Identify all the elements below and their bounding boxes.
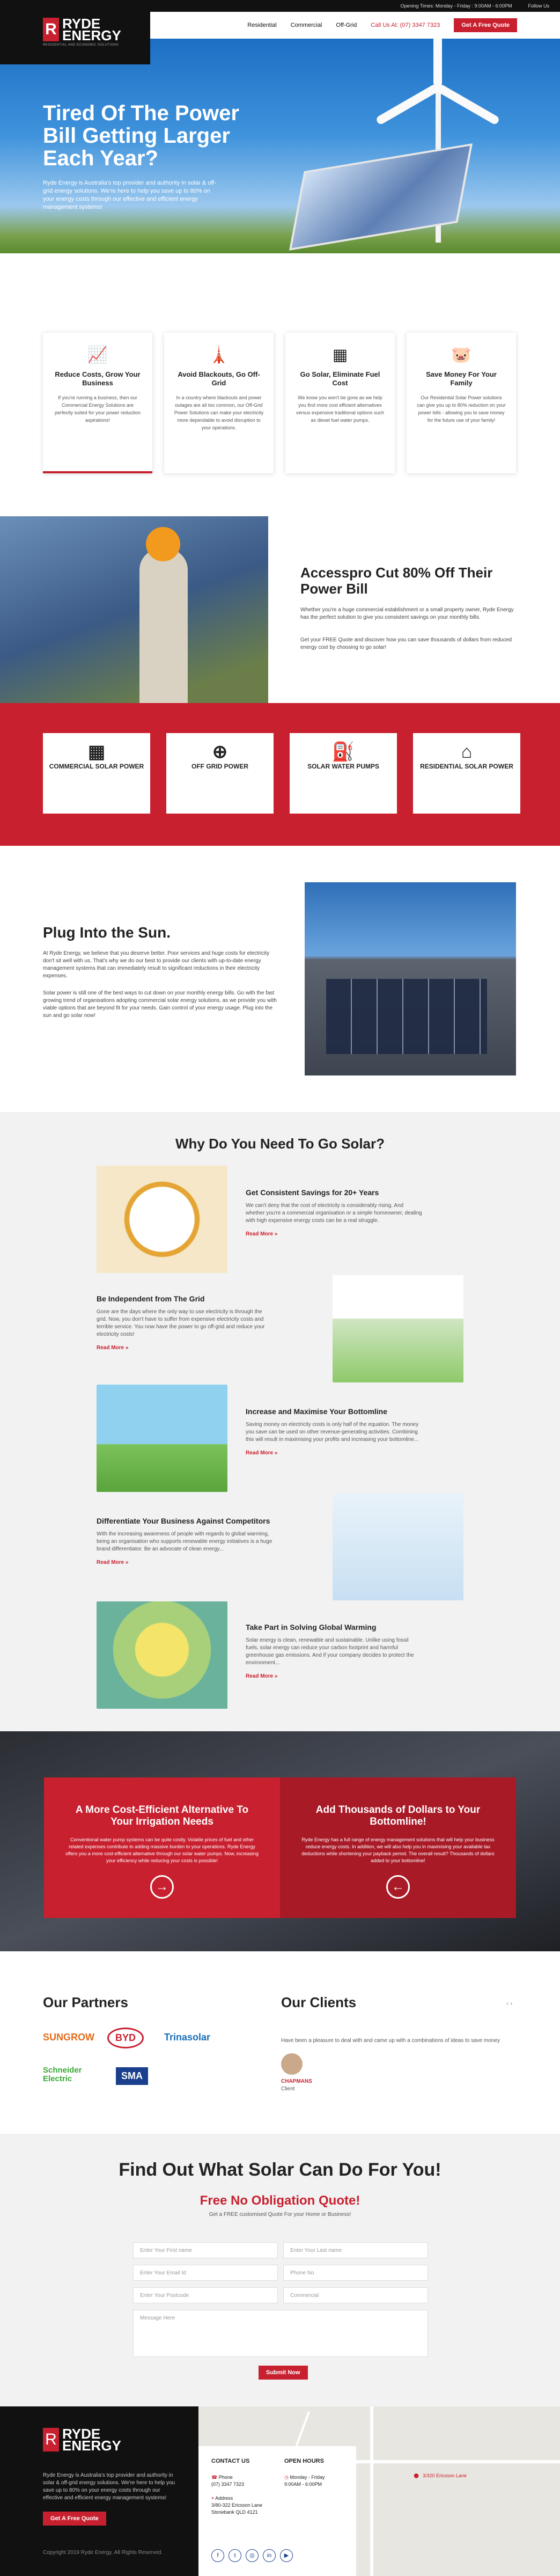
- client-name: CHAPMANS: [281, 2079, 312, 2084]
- off-grid-icon: ⊕: [212, 742, 228, 762]
- feature-text: If you're running a business, then our Commercial Energy Solutions are perfectly suited for your power reduction aspirations!: [54, 395, 141, 423]
- phone-label: Phone: [218, 2475, 233, 2480]
- linkedin-icon[interactable]: in: [263, 2549, 276, 2562]
- quote-subtitle: Free No Obligation Quote!: [200, 2193, 360, 2208]
- commercial-solar-icon: ▦: [87, 742, 106, 762]
- solar-grid-illustration: [333, 1275, 463, 1382]
- contact-title: CONTACT US: [211, 2458, 250, 2464]
- follow-us[interactable]: Follow Us: [528, 3, 549, 9]
- location-icon: ⌖: [211, 2496, 215, 2501]
- plug-text: Solar power is still one of the best ways to cut down on your monthly energy bills. Go with the fast growing trend of organisations adopting commercial solar energy solutions, as we provide you with viable options that are beyond fit for your needs. Gain control of your energy usage. Plug into the sun and go solar now!: [43, 990, 277, 1019]
- phone-value[interactable]: (07) 3347 7323: [211, 2482, 245, 2487]
- why-item: [97, 1385, 472, 1492]
- nav-residential[interactable]: Residential: [247, 22, 277, 28]
- twitter-icon[interactable]: t: [229, 2549, 241, 2562]
- accesspro-section: [0, 516, 560, 703]
- testimonial-text: Have been a pleasure to deal with and came up with a combinations of ideas to save money: [281, 2038, 500, 2044]
- arrow-right-icon[interactable]: →: [150, 1875, 174, 1899]
- type-select[interactable]: Commercial: [283, 2287, 428, 2303]
- logo-name: RYDE ENERGY: [62, 16, 121, 43]
- avatar: [281, 2053, 303, 2075]
- message-field[interactable]: Message Here: [133, 2310, 428, 2357]
- map-pin-icon[interactable]: ●: [413, 2470, 420, 2482]
- feature-text: In a country where blackouts and power outages are all too common, our Off-Grid Power Solutions can make your electricity more dependable to avoid disruption to your operations.: [174, 395, 264, 430]
- map-pin-label: 3/320 Ericsson Lane: [423, 2473, 467, 2478]
- why-title: Why Do You Need To Go Solar?: [175, 1136, 385, 1152]
- card-title: A More Cost-Efficient Alternative To Your Irrigation Needs: [75, 1804, 249, 1827]
- feature-title: Avoid Blackouts, Go Off-Grid: [178, 370, 260, 387]
- why-item: [97, 1493, 472, 1600]
- testimonial: [281, 2037, 517, 2093]
- logo-mark: R: [43, 2428, 59, 2451]
- logo[interactable]: [0, 0, 150, 64]
- quote-sub: Get a FREE customised Quote For your Home or Business!: [209, 2212, 351, 2218]
- footer-logo[interactable]: [43, 2426, 137, 2454]
- solar-panel-icon: ▦: [332, 346, 348, 364]
- feature-card[interactable]: [43, 333, 152, 473]
- why-item-text: Saving money on electricity costs is only half of the equation. The money you save can be used on other revenue-generating activities. Combining this will result in maximising your profits and increasing your bottomline...: [246, 1422, 419, 1443]
- card-title: Add Thousands of Dollars to Your Bottomline!: [315, 1804, 481, 1827]
- partner-logo-byd: BYD: [107, 2028, 144, 2048]
- hero: [0, 39, 560, 253]
- arrow-left-icon[interactable]: ←: [386, 1875, 410, 1899]
- last-name-field[interactable]: Enter Your Last name: [283, 2242, 428, 2258]
- partners-title: Our Partners: [43, 1994, 128, 2010]
- power-lines-icon: 🗼: [209, 346, 229, 364]
- why-item: [97, 1601, 472, 1709]
- service-residential-solar[interactable]: [413, 733, 520, 814]
- accesspro-title: Accesspro Cut 80% Off Their Power Bill: [300, 565, 493, 597]
- clock-icon: ◷: [284, 2475, 289, 2480]
- hours-time: 9:00AM - 6:00PM: [284, 2482, 322, 2487]
- feature-card[interactable]: [285, 333, 395, 473]
- service-label: RESIDENTIAL SOLAR POWER: [420, 763, 513, 770]
- services-band: [0, 703, 560, 846]
- submit-button[interactable]: Submit Now: [259, 2366, 308, 2380]
- free-quote-button[interactable]: Get A Free Quote: [454, 18, 517, 32]
- contact-box: [198, 2446, 356, 2576]
- feature-cards: [43, 333, 517, 473]
- bottomline-card: [280, 1777, 516, 1918]
- why-item-title: Differentiate Your Business Against Competitors: [97, 1517, 270, 1525]
- email-field[interactable]: Enter Your Email Id: [133, 2265, 278, 2281]
- plug-section: [0, 846, 560, 1112]
- copyright: Copyright 2019 Ryde Energy. All Rights Reserved.: [43, 2550, 163, 2556]
- first-name-field[interactable]: Enter Your First name: [133, 2242, 278, 2258]
- phone-field[interactable]: Phone No: [283, 2265, 428, 2281]
- card-text: Ryde Energy has a full range of energy management solutions that will help your business reduce energy costs. In addition, we will also help you in maximising your available tax deductions while shortening your payback period. The overall result? Thousands of dollars added to your bottomline!: [301, 1837, 495, 1863]
- quote-title: Find Out What Solar Can Do For You!: [119, 2160, 441, 2180]
- partner-logo-sungrow: SUNGROW: [43, 2032, 94, 2043]
- why-solar-section: [0, 1112, 560, 1731]
- feature-card[interactable]: [164, 333, 274, 473]
- hero-title: Tired Of The Power Bill Getting Larger Each Year?: [43, 101, 239, 170]
- why-item-title: Be Independent from The Grid: [97, 1294, 205, 1303]
- benefits-band: [0, 1731, 560, 1951]
- why-item-title: Increase and Maximise Your Bottomline: [246, 1407, 388, 1416]
- feature-text: We know you won't be gone as we help you find more cost efficient alternatives versus expensive traditional options such as diesel fuel water pumps.: [296, 395, 385, 423]
- footer-about: Ryde Energy is Australia's top provider and authority in solar & off-grid energy solutions. We're here to help you save up to 80% on your energy costs through our effective and efficient energy management systems!: [43, 2472, 175, 2501]
- roof-solar-photo: [305, 882, 516, 1075]
- opening-hours: Opening Times: Monday - Friday : 9:00AM - 6:00PM: [400, 3, 512, 9]
- address-label: Address: [215, 2496, 233, 2501]
- plug-text: At Ryde Energy, we believe that you deserve better. Poor services and huge costs for electricity don't sit well with us. That's why we do our best to provide our clients with up-to-date energy management systems that can immediately result to significant reductions in their electricity expenses.: [43, 950, 270, 979]
- accesspro-text: Whether you're a huge commercial establishment or a small property owner, Ryde Energy has the perfect solution to give you consistent savings on your monthly bills.: [300, 607, 514, 620]
- why-item-text: We can't deny that the cost of electricity is considerably rising. And whether you're a commercial organisation or a simple homeowner, dealing with high expensive energy costs can be a real struggle.: [246, 1203, 422, 1224]
- service-label: OFF GRID POWER: [191, 763, 248, 770]
- feature-title: Go Solar, Eliminate Fuel Cost: [300, 370, 380, 387]
- footer-quote-button[interactable]: Get A Free Quote: [43, 2512, 106, 2526]
- partner-logo-sma: SMA: [116, 2067, 148, 2085]
- clients-title: Our Clients: [281, 1994, 357, 2010]
- read-more-link[interactable]: Read More »: [246, 1231, 278, 1237]
- why-item: [97, 1275, 472, 1382]
- postcode-field[interactable]: Enter Your Postcode: [133, 2287, 278, 2303]
- nav-off-grid[interactable]: Off-Grid: [336, 22, 357, 28]
- quote-section: [0, 2134, 560, 2406]
- service-label: COMMERCIAL SOLAR POWER: [49, 763, 144, 770]
- why-item-text: Solar energy is clean, renewable and sustainable. Unlike using fossil fuels, solar energy can reduce your carbon footprint and harmful greenhouse gas emissions. And if your company decides to protect the environment...: [246, 1637, 414, 1666]
- feature-title: Save Money For Your Family: [426, 370, 497, 387]
- turbine-blade: [436, 83, 500, 126]
- partners-clients: [0, 1951, 560, 2134]
- hours-title: OPEN HOURS: [284, 2458, 324, 2464]
- solar-panel-image: [289, 143, 473, 251]
- plug-title: Plug Into the Sun.: [43, 924, 171, 941]
- service-water-pumps[interactable]: [290, 733, 397, 814]
- accesspro-quote-text: Get your FREE Quote and discover how you can save thousands of dollars from reduced energy cost by choosing to go solar!: [300, 637, 512, 650]
- residential-solar-icon: ⌂: [461, 742, 473, 762]
- read-more-link[interactable]: Read More »: [246, 1450, 278, 1456]
- service-off-grid[interactable]: [166, 733, 274, 814]
- chart-icon: 📈: [87, 346, 108, 364]
- footer: [0, 2406, 560, 2576]
- carousel-arrows-icon[interactable]: ‹ ›: [506, 2000, 513, 2007]
- service-commercial-solar[interactable]: [43, 733, 150, 814]
- turbine-blade: [433, 39, 442, 87]
- turbine-blade: [375, 83, 440, 126]
- client-role: Client: [281, 2086, 295, 2092]
- logo-mark: R: [43, 18, 59, 41]
- why-item-text: Gone are the days where the only way to use electricity is through the grid. Now, you don't have to suffer from expensive electricity costs and terrible service. You now have the power to go off-grid and reduce your electricity costs!: [97, 1309, 265, 1337]
- house-illustration: [97, 1385, 227, 1492]
- service-label: SOLAR WATER PUMPS: [307, 763, 379, 770]
- hero-text: Ryde Energy is Australia's top provider and authority in solar & off-grid energy solutions. We're here to help you save up to 80% on your energy costs through our effective and efficient energy management systems!: [43, 180, 216, 210]
- clock-illustration: [97, 1166, 227, 1273]
- why-item-title: Get Consistent Savings for 20+ Years: [246, 1188, 379, 1197]
- why-item-title: Take Part in Solving Global Warming: [246, 1623, 377, 1631]
- why-item: [97, 1166, 472, 1273]
- why-item-text: With the increasing awareness of people with regards to global warming, being an organisation who supports renewable energy initiatives is a huge brand differentiator. Be an advocate of clean energy...: [97, 1531, 272, 1552]
- feature-card[interactable]: [407, 333, 516, 473]
- business-illustration: [333, 1493, 463, 1600]
- logo-name: RYDE ENERGY: [62, 2426, 121, 2454]
- piggy-bank-icon: 🐷: [451, 346, 471, 364]
- instagram-icon[interactable]: ◎: [246, 2549, 259, 2562]
- nav-commercial[interactable]: Commercial: [290, 22, 322, 28]
- read-more-link[interactable]: Read More »: [246, 1673, 278, 1679]
- hours-days: Monday - Friday: [290, 2475, 325, 2480]
- nav-phone[interactable]: Call Us At: (07) 3347 7323: [371, 22, 440, 28]
- read-more-link[interactable]: Read More »: [97, 1560, 129, 1565]
- partner-logo-schneider: Schneider Electric: [43, 2066, 82, 2083]
- card-text: Conventional water pump systems can be quite costly. Volatile prices of fuel and other related expenses contribute to adding massive burden to your operations. Ryde Energy offers you a more cost-efficient alternative through our solar water pumps. Now, increasing your efficiency while reducing your costs is possible!: [65, 1837, 259, 1863]
- earth-illustration: [97, 1601, 227, 1709]
- phone-icon: ☎: [211, 2475, 218, 2480]
- feature-text: Our Residential Solar Power solutions can give you up to 80% reduction on your power bills - allowing you to save money for the future use of your family!: [417, 395, 506, 423]
- logo-tagline: RESIDENTIAL AND ECONOMIC SOLUTIONS: [43, 43, 119, 47]
- worker-photo: [0, 516, 268, 703]
- feature-title: Reduce Costs, Grow Your Business: [55, 370, 141, 387]
- youtube-icon[interactable]: ▶: [280, 2549, 293, 2562]
- read-more-link[interactable]: Read More »: [97, 1345, 129, 1351]
- address-value: 3/80-322 Ericsson Lane Stonebank QLD 4121: [211, 2502, 263, 2515]
- water-pump-icon: ⛽: [331, 742, 355, 762]
- irrigation-card: [44, 1777, 280, 1918]
- partner-logo-trina: Trinasolar: [164, 2032, 211, 2043]
- facebook-icon[interactable]: f: [211, 2549, 224, 2562]
